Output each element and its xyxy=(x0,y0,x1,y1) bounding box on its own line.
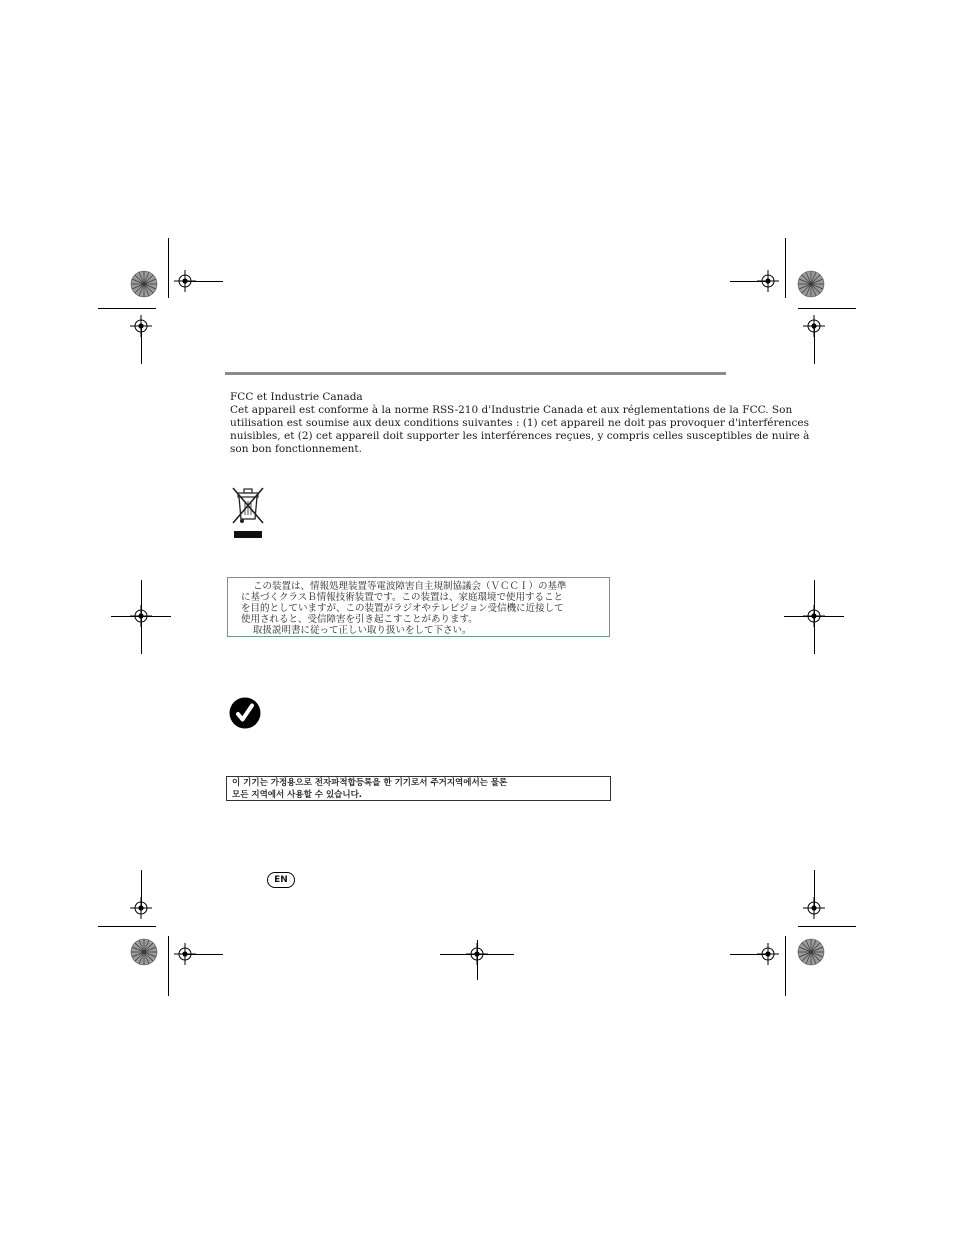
starburst-icon xyxy=(130,938,158,966)
vcci-line: を目的としていますが、この装置がラジオやテレビジョン受信機に近接して xyxy=(241,603,564,614)
trim-line xyxy=(785,936,786,996)
trim-line xyxy=(185,281,223,282)
trim-line xyxy=(168,238,169,298)
vcci-line: 取扱説明書に従って正しい取り扱いをして下さい。 xyxy=(253,625,472,636)
trim-line xyxy=(784,616,844,617)
trim-line xyxy=(98,926,156,927)
starburst-icon xyxy=(797,938,825,966)
fcc-body xyxy=(230,404,810,456)
language-badge: EN xyxy=(267,872,295,888)
trim-line xyxy=(730,954,768,955)
trim-line xyxy=(798,926,856,927)
trim-line xyxy=(185,954,223,955)
trim-line xyxy=(111,616,171,617)
trim-line xyxy=(141,580,142,654)
fcc-line: son bon fonctionnement. xyxy=(230,443,362,455)
starburst-icon xyxy=(130,270,158,298)
starburst-icon xyxy=(797,270,825,298)
trim-line xyxy=(141,870,142,908)
fcc-line: Cet appareil est conforme à la norme RSS-210 d'Industrie Canada et aux réglementations de la FCC. Son xyxy=(230,404,793,416)
fcc-title: FCC et Industrie Canada xyxy=(230,391,363,403)
trim-line xyxy=(477,940,478,980)
korean-line: 모든 지역에서 사용할 수 있습니다. xyxy=(232,790,363,800)
trim-line xyxy=(785,238,786,298)
vcci-notice-box xyxy=(227,577,610,637)
c-tick-compliance-icon xyxy=(229,697,261,729)
fcc-line: nuisibles, et (2) cet appareil doit supporter les interférences reçues, y compris celles susceptibles de nuire à xyxy=(230,430,810,442)
fcc-line: utilisation est soumise aux deux conditions suivantes : (1) cet appareil ne doit pas provoquer d'interférences xyxy=(230,417,809,429)
crossed-out-wheelie-bin-icon xyxy=(228,485,268,540)
korean-line: 이 기기는 가정용으로 전자파적합등록을 한 기기로서 주거지역에서는 물론 xyxy=(232,778,508,788)
trim-line xyxy=(141,326,142,364)
trim-line xyxy=(168,936,169,996)
vcci-line: に基づくクラスＢ情報技術装置です。この装置は、家庭環境で使用すること xyxy=(241,592,563,603)
trim-line xyxy=(730,281,768,282)
trim-line xyxy=(814,580,815,654)
korean-notice-box xyxy=(226,776,611,801)
trim-line xyxy=(798,308,856,309)
vcci-line: 使用されると、受信障害を引き起こすことがあります。 xyxy=(241,614,478,625)
section-divider xyxy=(225,372,726,375)
trim-line xyxy=(814,870,815,908)
trim-line xyxy=(814,326,815,364)
vcci-line: この装置は、情報処理装置等電波障害自主規制協議会（ＶＣＣＩ）の基準 xyxy=(253,581,567,592)
trim-line xyxy=(98,308,156,309)
